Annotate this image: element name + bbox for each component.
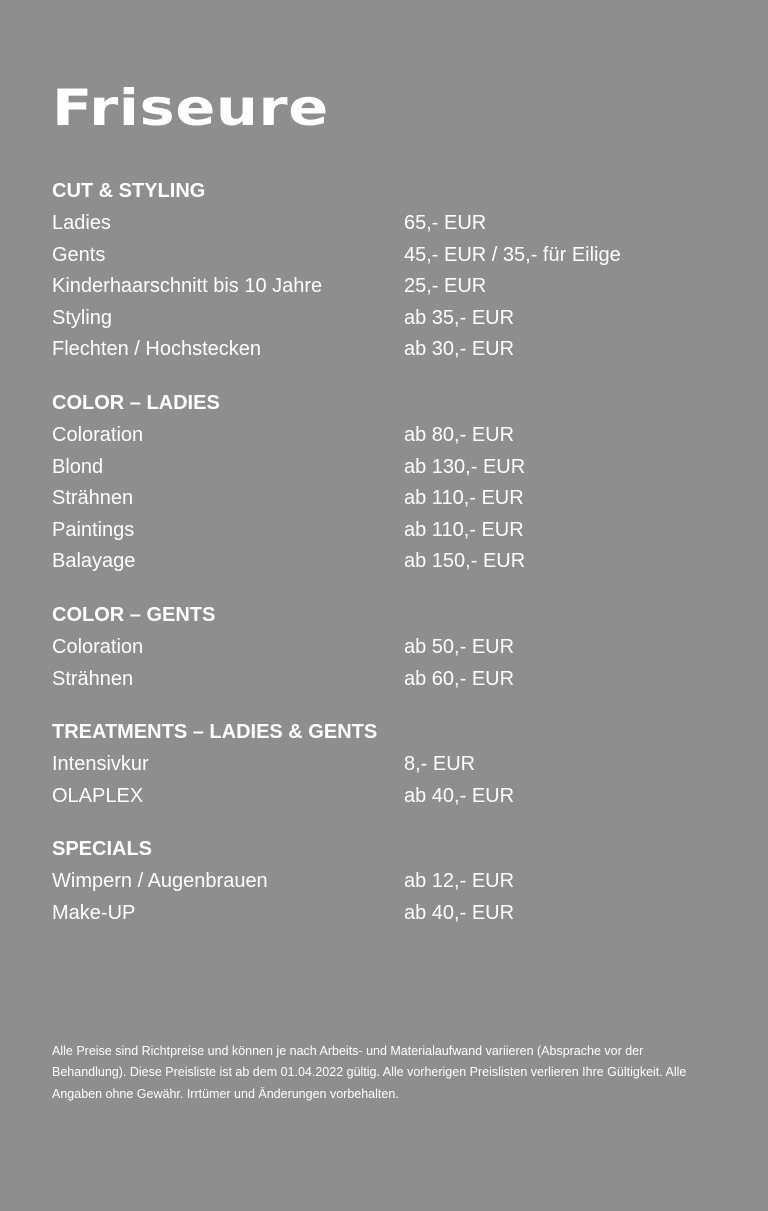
service-name: Intensivkur [52, 753, 149, 776]
section-heading: TREATMENTS – LADIES & GENTS [52, 721, 378, 744]
disclaimer-footnote: Alle Preise sind Richtpreise und können je nach Arbeits- und Materialaufwand variieren (Absprache vor der Behandlung). Diese Preisliste ist ab dem 01.04.2022 gültig. Alle vorherigen Preislisten verlieren Ihre Gültigkeit. Alle Angaben ohne Gewähr. Irrtümer und Änderungen vorbehalten. [52, 1043, 687, 1101]
section-heading: SPECIALS [52, 838, 153, 861]
price-row [52, 334, 716, 366]
service-name: Strähnen [52, 667, 134, 690]
price-row [52, 208, 716, 240]
price-row [52, 303, 716, 335]
price-row [52, 452, 716, 484]
service-name: Kinderhaarschnitt bis 10 Jahre [52, 275, 323, 298]
price-section [52, 176, 716, 366]
price-row [52, 866, 716, 898]
service-price: ab 35,- EUR [404, 306, 515, 329]
service-name: Styling [52, 306, 113, 329]
price-row [52, 632, 716, 664]
service-price: ab 40,- EUR [404, 901, 515, 924]
section-heading: COLOR – GENTS [52, 603, 216, 626]
service-name: Ladies [52, 212, 111, 234]
price-row [52, 483, 716, 515]
service-name: Coloration [52, 635, 144, 658]
price-row [52, 546, 716, 578]
price-sections [52, 176, 716, 952]
price-row [52, 749, 716, 781]
service-price: 65,- EUR [404, 212, 487, 234]
service-price: ab 110,- EUR [404, 518, 524, 541]
service-name: OLAPLEX [52, 784, 144, 807]
price-section [52, 600, 716, 695]
price-section [52, 834, 716, 929]
service-price: ab 30,- EUR [404, 338, 515, 361]
service-name: Wimpern / Augenbrauen [52, 870, 268, 893]
service-name: Blond [52, 455, 104, 478]
price-section [52, 388, 716, 578]
service-price: 8,- EUR [404, 753, 476, 776]
service-price: ab 12,- EUR [404, 870, 515, 893]
service-price: 45,- EUR / 35,- für Eilige [404, 243, 621, 266]
price-row [52, 898, 716, 930]
service-price: ab 130,- EUR [404, 455, 526, 478]
service-name: Flechten / Hochstecken [52, 338, 261, 361]
price-section [52, 717, 716, 812]
price-row [52, 271, 716, 303]
section-heading: CUT & STYLING [52, 180, 206, 202]
price-row [52, 240, 716, 272]
service-name: Balayage [52, 550, 136, 573]
section-heading: COLOR – LADIES [52, 391, 220, 414]
service-name: Paintings [52, 518, 135, 541]
service-price: ab 150,- EUR [404, 550, 526, 573]
service-price: ab 110,- EUR [404, 487, 524, 510]
service-name: Strähnen [52, 487, 134, 510]
service-name: Make-UP [52, 901, 136, 924]
service-name: Coloration [52, 423, 144, 446]
service-price: ab 60,- EUR [404, 667, 515, 690]
price-row [52, 420, 716, 452]
page-title: Friseure [52, 79, 329, 137]
service-name: Gents [52, 243, 106, 266]
service-price: ab 80,- EUR [404, 423, 515, 446]
price-row [52, 515, 716, 547]
price-row [52, 781, 716, 813]
service-price: 25,- EUR [404, 275, 487, 298]
service-price: ab 40,- EUR [404, 784, 515, 807]
price-row [52, 664, 716, 696]
service-price: ab 50,- EUR [404, 635, 515, 658]
